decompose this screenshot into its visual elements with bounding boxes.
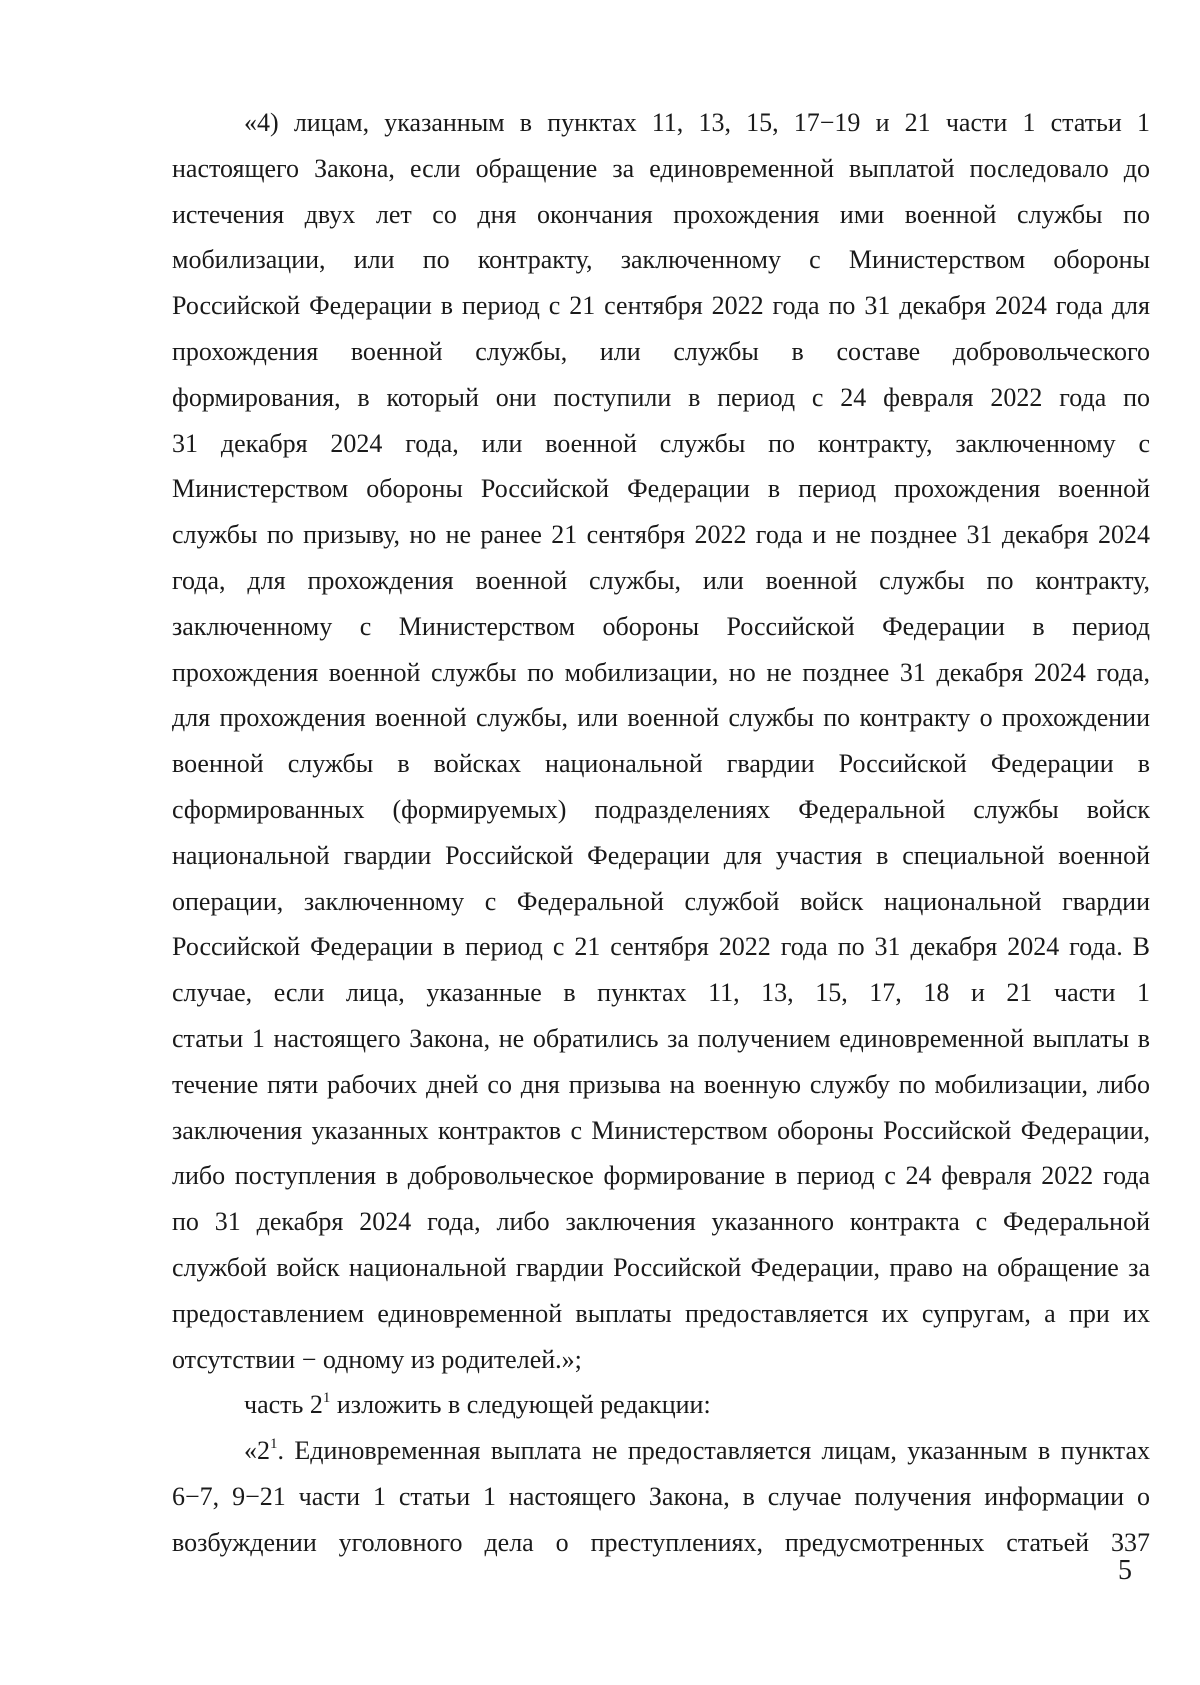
paragraph-line: течение пяти рабочих дней со дня призыва на военную службу по мобилизации, либо [172, 1069, 1150, 1099]
paragraph-line: Российской Федерации в период с 21 сентября 2022 года по 31 декабря 2024 года для [172, 291, 1150, 321]
paragraph-line: Министерством обороны Российской Федерации в период прохождения военной [172, 474, 1150, 504]
amendment-instruction-text: изложить в следующей редакции: [330, 1390, 711, 1420]
paragraph-line: службы по призыву, но не ранее 21 сентября 2022 года и не позднее 31 декабря 2024 [172, 520, 1150, 550]
paragraph-line: сформированных (формируемых) подразделениях Федеральной службы войск [172, 794, 1150, 824]
paragraph-line: операции, заключенному с Федеральной службой войск национальной гвардии [172, 886, 1150, 916]
paragraph-line: настоящего Закона, если обращение за единовременной выплатой последовало до [172, 153, 1150, 183]
paragraph-line: для прохождения военной службы, или военной службы по контракту о прохождении [172, 703, 1150, 733]
paragraph-line: по 31 декабря 2024 года, либо заключения указанного контракта с Федеральной [172, 1207, 1150, 1237]
paragraph-line: военной службы в войсках национальной гвардии Российской Федерации в [172, 749, 1150, 779]
paragraph-line: либо поступления в добровольческое формирование в период с 24 февраля 2022 года [172, 1161, 1150, 1191]
quoted-paragraph-first-line [172, 1428, 1150, 1474]
quoted-part-text: . Единовременная выплата не предоставляется лицам, указанным в пунктах [277, 1436, 1150, 1466]
quoted-part-label: «2 [244, 1436, 270, 1466]
paragraph-line: прохождения военной службы по мобилизации, но не позднее 31 декабря 2024 года, [172, 657, 1150, 687]
paragraph-line: заключенному с Министерством обороны Российской Федерации в период [172, 611, 1150, 641]
paragraph-line: Российской Федерации в период с 21 сентября 2022 года по 31 декабря 2024 года. В [172, 932, 1150, 962]
paragraph-line: национальной гвардии Российской Федерации для участия в специальной военной [172, 840, 1150, 870]
quoted-part-superscript: 1 [270, 1436, 278, 1453]
paragraph-line: предоставлением единовременной выплаты предоставляется их супругам, а при их [172, 1298, 1150, 1328]
amendment-instruction [172, 1382, 1150, 1428]
paragraph-line: года, для прохождения военной службы, или военной службы по контракту, [172, 565, 1150, 595]
quoted-paragraph-line: 6−7, 9−21 части 1 статьи 1 настоящего Закона, в случае получения информации о [172, 1481, 1150, 1511]
paragraph-line: заключения указанных контрактов с Министерством обороны Российской Федерации, [172, 1115, 1150, 1145]
quoted-paragraph-line: возбуждении уголовного дела о преступлениях, предусмотренных статьей 337 [172, 1527, 1150, 1557]
paragraph-line: службой войск национальной гвардии Российской Федерации, право на обращение за [172, 1252, 1150, 1282]
paragraph-line: статьи 1 настоящего Закона, не обратились за получением единовременной выплаты в [172, 1023, 1150, 1053]
paragraph-line: прохождения военной службы, или службы в составе добровольческого [172, 336, 1150, 366]
page-number: 5 [1118, 1555, 1132, 1586]
paragraph-line: «4) лицам, указанным в пунктах 11, 13, 15, 17−19 и 21 части 1 статьи 1 [244, 108, 1150, 137]
paragraph-line: истечения двух лет со дня окончания прохождения ими военной службы по [172, 199, 1150, 229]
amendment-part-label: часть 2 [244, 1390, 323, 1420]
document-body [172, 100, 1150, 1566]
amendment-part-superscript: 1 [322, 1390, 331, 1407]
paragraph-line: 31 декабря 2024 года, или военной службы по контракту, заключенному с [172, 428, 1150, 458]
paragraph-last-line: отсутствии − одному из родителей.»; [172, 1344, 582, 1374]
paragraph-line: мобилизации, или по контракту, заключенному с Министерством обороны [172, 245, 1150, 275]
paragraph-line: формирования, в который они поступили в период с 24 февраля 2022 года по [172, 382, 1150, 412]
paragraph-line: случае, если лица, указанные в пунктах 11, 13, 15, 17, 18 и 21 части 1 [172, 978, 1150, 1008]
